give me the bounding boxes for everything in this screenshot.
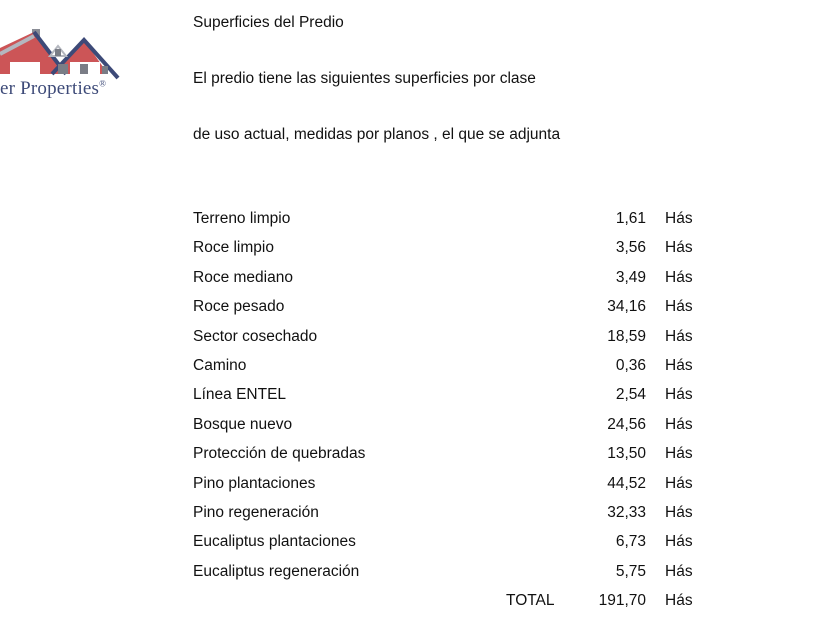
row-label: Bosque nuevo [193, 415, 293, 433]
row-label: Pino plantaciones [193, 474, 316, 492]
row-label: Protección de quebradas [193, 445, 366, 463]
intro-line-2: de uso actual, medidas por planos , el que se adjunta [193, 126, 561, 143]
table-row [193, 380, 713, 409]
total-row [193, 586, 713, 615]
table-row [193, 527, 713, 556]
logo-wordmark: er Properties® [0, 78, 107, 99]
row-label: Roce limpio [193, 239, 274, 257]
row-unit: Hás [665, 562, 693, 580]
row-unit: Hás [665, 327, 693, 345]
row-unit: Hás [665, 386, 693, 404]
row-label: Camino [193, 356, 247, 374]
row-unit: Hás [665, 533, 693, 551]
row-label: Roce mediano [193, 268, 293, 286]
table-row [193, 439, 713, 468]
table-row [193, 557, 713, 586]
row-unit: Hás [665, 445, 693, 463]
table-row [193, 233, 713, 262]
table-row [193, 263, 713, 292]
row-unit: Hás [665, 415, 693, 433]
row-value: 24,56 [607, 415, 646, 433]
row-value: 5,75 [615, 562, 646, 580]
surfaces-table [193, 204, 713, 615]
row-unit: Hás [665, 210, 693, 227]
row-unit: Hás [665, 298, 693, 316]
table-row [193, 469, 713, 498]
row-unit: Hás [665, 356, 693, 374]
row-value: 2,54 [615, 386, 646, 404]
row-value: 44,52 [607, 474, 646, 492]
row-value: 32,33 [607, 503, 646, 521]
row-unit: Hás [665, 239, 693, 257]
row-unit: Hás [665, 474, 693, 492]
row-label: Sector cosechado [193, 327, 318, 345]
house-roofs-icon [0, 26, 130, 82]
table-row [193, 204, 713, 233]
row-value: 34,16 [607, 298, 646, 316]
row-label: Pino regeneración [193, 503, 319, 521]
table-row [193, 351, 713, 380]
row-value: 3,49 [615, 268, 646, 286]
total-label: TOTAL [506, 592, 555, 610]
row-label: Eucaliptus regeneración [193, 562, 360, 580]
row-value: 6,73 [615, 533, 646, 551]
total-value: 191,70 [598, 592, 646, 610]
table-row [193, 410, 713, 439]
table-row [193, 322, 713, 351]
row-value: 13,50 [607, 445, 646, 463]
row-label: Roce pesado [193, 298, 285, 316]
total-unit: Hás [665, 592, 693, 610]
intro-line-1: El predio tiene las siguientes superficies por clase [193, 70, 536, 87]
row-label: Eucaliptus plantaciones [193, 533, 356, 551]
row-unit: Hás [665, 503, 693, 521]
company-logo [0, 26, 130, 106]
table-row [193, 498, 713, 527]
document-heading: Superficies del Predio [193, 14, 344, 31]
row-label: Línea ENTEL [193, 386, 287, 404]
table-row [193, 292, 713, 321]
row-value: 0,36 [615, 356, 646, 374]
row-value: 3,56 [615, 239, 646, 257]
row-value: 1,61 [615, 210, 646, 227]
row-value: 18,59 [607, 327, 646, 345]
row-label: Terreno limpio [193, 210, 291, 227]
row-unit: Hás [665, 268, 693, 286]
